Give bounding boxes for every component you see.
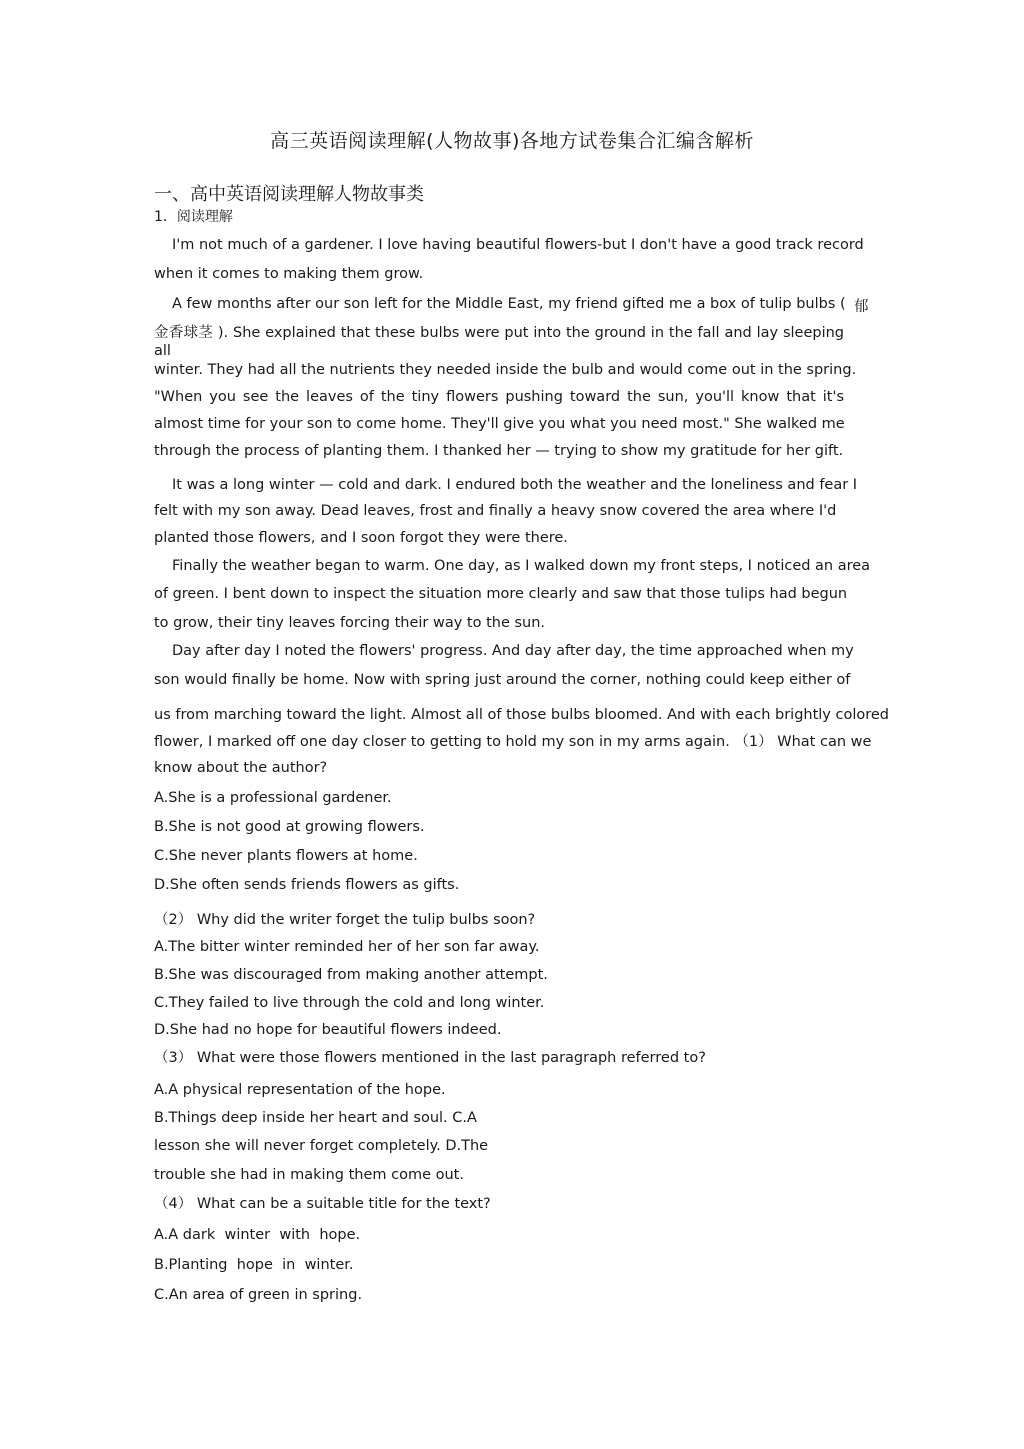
option-q2-d: D.She had no hope for beautiful flowers indeed. xyxy=(154,1022,502,1038)
option-q2-a: A.The bitter winter reminded her of her son far away. xyxy=(154,939,540,955)
option-q3-line: A.A physical representation of the hope. xyxy=(154,1082,446,1098)
option-q4-c: C.An area of green in spring. xyxy=(154,1287,363,1303)
passage-line: know about the author? xyxy=(154,760,328,776)
option-q3-line: lesson she will never forget completely. D.The xyxy=(154,1138,489,1154)
passage-line: "When you see the leaves of the tiny flowers pushing toward the sun, you'll know that it's xyxy=(154,389,844,405)
item-label: 1．阅读理解 xyxy=(154,209,233,225)
passage-line: almost time for your son to come home. They'll give you what you need most." She walked me xyxy=(154,416,845,432)
passage-line: 郁 xyxy=(854,299,869,315)
passage-line: felt with my son away. Dead leaves, frost and finally a heavy snow covered the area where I'd xyxy=(154,503,837,519)
option-q1-d: D.She often sends friends flowers as gifts. xyxy=(154,877,460,893)
passage-line: son would finally be home. Now with spring just around the corner, nothing could keep either of xyxy=(154,672,851,688)
document-title: 高三英语阅读理解(人物故事)各地方试卷集合汇编含解析 xyxy=(270,130,754,152)
passage-line: when it comes to making them grow. xyxy=(154,266,424,282)
option-q2-b: B.She was discouraged from making another attempt. xyxy=(154,967,548,983)
option-q2-c: C.They failed to live through the cold and long winter. xyxy=(154,995,545,1011)
option-q3-line: B.Things deep inside her heart and soul. C.A xyxy=(154,1110,477,1126)
option-q1-b: B.She is not good at growing flowers. xyxy=(154,819,425,835)
passage-line: 金香球茎 ). She explained that these bulbs were put into the ground in the fall and lay sleeping all xyxy=(154,325,844,359)
question-4: （4） What can be a suitable title for the text? xyxy=(154,1196,491,1212)
passage-line: through the process of planting them. I thanked her — trying to show my gratitude for her gift. xyxy=(154,443,844,459)
option-q1-a: A.She is a professional gardener. xyxy=(154,790,392,806)
passage-line: Finally the weather began to warm. One day, as I walked down my front steps, I noticed an area xyxy=(172,558,871,574)
passage-line: I'm not much of a gardener. I love having beautiful flowers-but I don't have a good track record xyxy=(172,237,864,253)
passage-line: of green. I bent down to inspect the situation more clearly and saw that those tulips had begun xyxy=(154,586,848,602)
question-2: （2） Why did the writer forget the tulip bulbs soon? xyxy=(154,912,536,928)
passage-line: A few months after our son left for the Middle East, my friend gifted me a box of tulip bulbs ( xyxy=(172,296,846,312)
passage-line: us from marching toward the light. Almost all of those bulbs bloomed. And with each brightly colored xyxy=(154,707,890,723)
option-q3-line: trouble she had in making them come out. xyxy=(154,1167,464,1183)
passage-line: flower, I marked off one day closer to getting to hold my son in my arms again. （1） What can we xyxy=(154,734,872,750)
option-q1-c: C.She never plants flowers at home. xyxy=(154,848,418,864)
passage-line: winter. They had all the nutrients they needed inside the bulb and would come out in the spring. xyxy=(154,362,857,378)
option-q4-a: A.A dark winter with hope. xyxy=(154,1227,361,1243)
option-q4-b: B.Planting hope in winter. xyxy=(154,1257,354,1273)
passage-line: Day after day I noted the flowers' progress. And day after day, the time approached when my xyxy=(172,643,854,659)
question-3: （3） What were those flowers mentioned in the last paragraph referred to? xyxy=(154,1050,706,1066)
section-heading: 一、高中英语阅读理解人物故事类 xyxy=(154,184,424,205)
passage-line: planted those flowers, and I soon forgot they were there. xyxy=(154,530,568,546)
passage-line: It was a long winter — cold and dark. I endured both the weather and the loneliness and fear I xyxy=(172,477,858,493)
passage-line: to grow, their tiny leaves forcing their way to the sun. xyxy=(154,615,546,631)
